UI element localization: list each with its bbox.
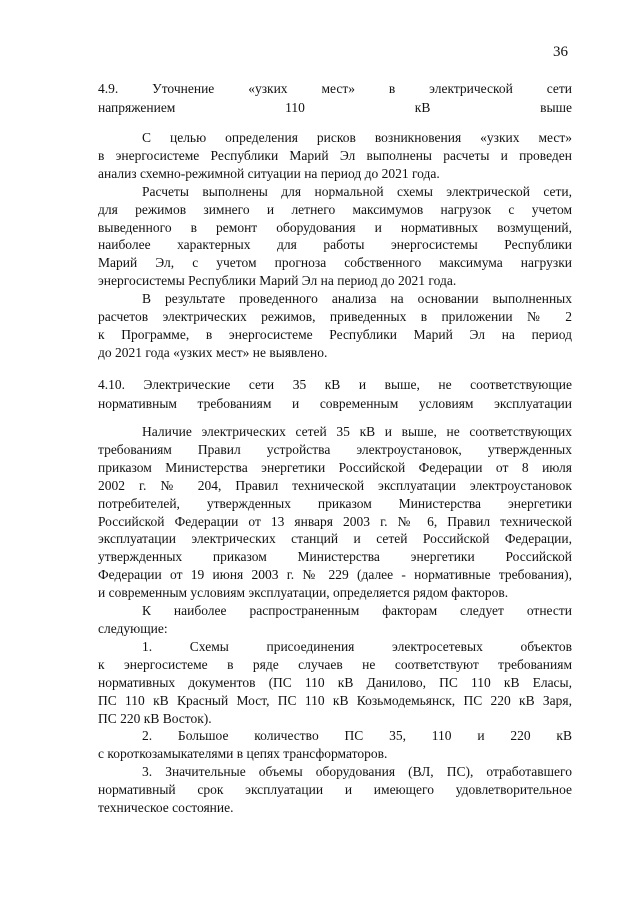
text-line: анализ схемно-режимной ситуации на период до 2021 года. [98,165,440,181]
text-line: наиболее характерных для работы энергосистемы Республики [98,237,572,253]
text-line: для режимов зимнего и летнего максимумов нагрузок с учетом [98,201,572,217]
page-number: 36 [553,44,568,60]
text-line: к Программе, в энергосистеме Республики Марий Эл на период [98,326,572,342]
text-line: приказом Министерства энергетики Российской Федерации от 8 июля [98,459,572,475]
text-line: Расчеты выполнены для нормальной схемы электрической сети, [142,183,572,199]
section-body-4-9 [98,129,572,362]
paragraph [98,183,572,290]
text-line: с короткозамыкателями в цепях трансформаторов. [98,746,388,762]
section-heading-4-9 [98,79,572,117]
list-item [98,727,572,763]
text-line: потребителей, утвержденных приказом Министерства энергетики [98,495,572,511]
list-item [98,763,572,817]
text-line: до 2021 года «узких мест» не выявлено. [98,344,328,360]
paragraph [98,290,572,362]
text-line: в энергосистеме Республики Марий Эл выполнены расчеты и проведен [98,147,572,163]
section-heading-4-10 [98,375,572,413]
text-line: ПС 110 кВ Красный Мост, ПС 110 кВ Козьмодемьянск, ПС 220 кВ Заря, [98,692,572,708]
heading-line: нормативным требованиям и современным условиям эксплуатации [98,396,572,411]
text-line: следующие: [98,620,168,636]
text-line: 2002 г. № 204, Правил технической эксплуатации электроустановок [98,477,572,493]
heading-line: 4.9. Уточнение «узких мест» в электрической сети [98,81,572,96]
text-line: требованиям Правил устройства электроустановок, утвержденных [98,441,572,457]
text-line: Российской Федерации от 13 января 2003 г. № 6, Правил технической [98,513,572,529]
text-line: выведенного в ремонт оборудования и нормативных возмущений, [98,219,572,235]
text-line: Наличие электрических сетей 35 кВ и выше, не соответствующих [142,424,572,439]
text-line: энергосистемы Республики Марий Эл на период до 2021 года. [98,273,457,289]
text-line: эксплуатации электрических станций и сетей Российской Федерации, [98,531,572,547]
text-line: нормативных документов (ПС 110 кВ Данилово, ПС 110 кВ Еласы, [98,674,572,690]
list-item [98,638,572,728]
paragraph [98,423,572,602]
text-line: нормативный срок эксплуатации и имеющего удовлетворительное [98,782,572,798]
text-line: ПС 220 кВ Восток). [98,710,212,726]
text-line: С целью определения рисков возникновения «узких мест» [142,130,572,145]
heading-line: напряжением 110 кВ выше [98,100,572,115]
section-body-4-10 [98,423,572,817]
text-line: и современным условиям эксплуатации, определяется рядом факторов. [98,585,509,601]
text-line: расчетов электрических режимов, приведенных в приложении № 2 [98,309,572,325]
text-line: 2. Большое количество ПС 35, 110 и 220 кВ [142,728,572,744]
paragraph [98,602,572,638]
text-line: Марий Эл, с учетом прогноза собственного максимума нагрузки [98,255,572,271]
heading-line: 4.10. Электрические сети 35 кВ и выше, не соответствующие [98,377,572,392]
paragraph [98,129,572,183]
text-line: утвержденных приказом Министерства энергетики Российской [98,549,572,565]
text-line: 3. Значительные объемы оборудования (ВЛ, ПС), отработавшего [142,764,572,780]
text-line: техническое состояние. [98,800,234,816]
text-line: В результате проведенного анализа на основании выполненных [142,291,572,307]
text-line: 1. Схемы присоединения электросетевых объектов [142,638,572,654]
text-line: Федерации от 19 июня 2003 г. № 229 (далее - нормативные требования), [98,567,572,583]
text-line: к энергосистеме в ряде случаев не соответствуют требованиям [98,656,572,672]
text-line: К наиболее распространенным факторам следует отнести [142,603,572,619]
